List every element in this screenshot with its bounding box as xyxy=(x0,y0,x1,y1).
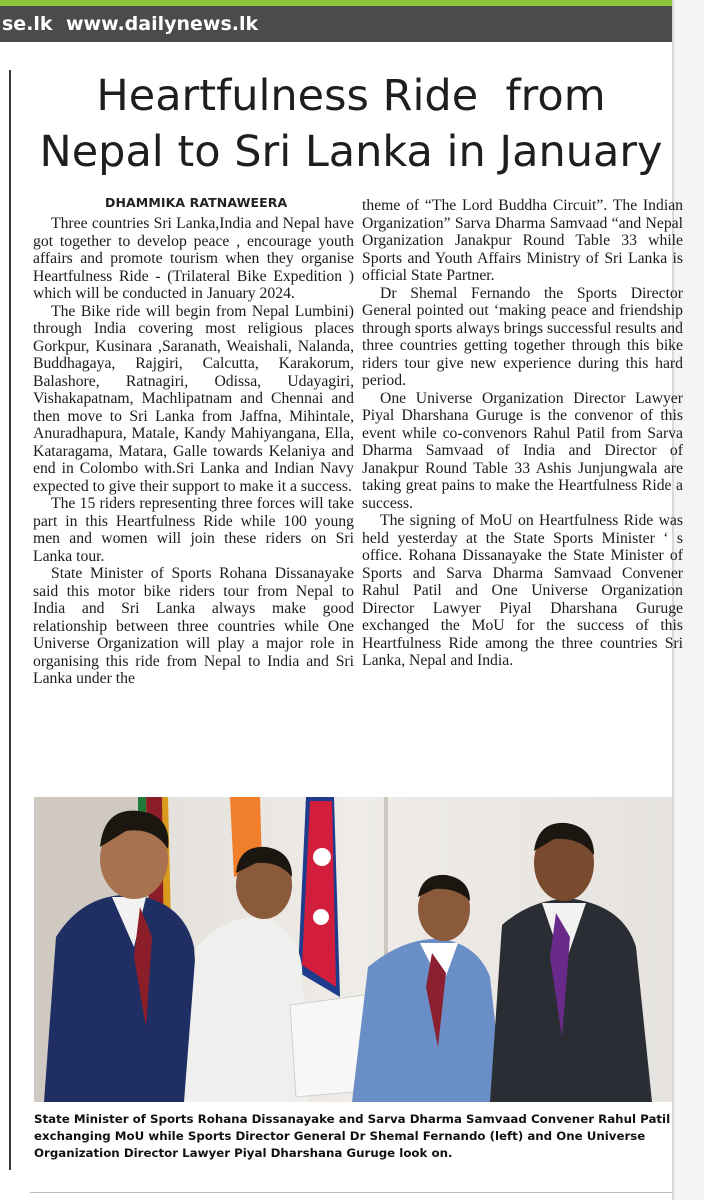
byline: DHAMMIKA RATNAWEERA xyxy=(105,195,288,210)
paragraph: State Minister of Sports Rohana Dissanayake said this motor bike riders tour from Nepal to India and Sri Lanka always make good relationship between three countries while One Universe Organization will play a major role in organising this ride from Nepal to India and Sri Lanka under the xyxy=(33,565,354,687)
paragraph: The signing of MoU on Heartfulness Ride was held yesterday at the State Sports Minister ‘ s office. Rohana Dissanayake the State Minister of Sports and Sarva Dharma Samvaad Convener Rahul Patil and One Universe Organization Director Lawyer Piyal Dharshana Guruge exchanged the MoU for the success of this Heartfulness Ride among the three countries Sri Lanka, Nepal and India. xyxy=(362,512,683,669)
bottom-rule xyxy=(30,1192,672,1193)
headline-line-1: Heartfulness Ride from xyxy=(96,71,606,121)
article-headline xyxy=(30,68,672,180)
photo-illustration xyxy=(34,797,672,1102)
paragraph: The 15 riders representing three forces will take part in this Heartfulness Ride while 100 young men and women will join these riders on Sri Lanka tour. xyxy=(33,495,354,565)
photo-caption: State Minister of Sports Rohana Dissanayake and Sarva Dharma Samvaad Convener Rahul Patil exchanging MoU while Sports Director General Dr Shemal Fernando (left) and One Universe Organization Director Lawyer Piyal Dharshana Guruge look on. xyxy=(34,1112,671,1160)
paragraph-continued: theme of “The Lord Buddha Circuit”. The Indian Organization” Sarva Dharma Samvaad “and Nepal Organization Janakpur Round Table 33 while Sports and Youth Affairs Ministry of Sri Lanka is official State Partner. xyxy=(362,197,683,284)
article-column-1 xyxy=(33,215,354,688)
article-column-2 xyxy=(362,197,683,670)
paragraph: Dr Shemal Fernando the Sports Director General pointed out ‘making peace and friendship through sports always brings successful results and three countries getting together through this bike riders tour give new experience during this hard period. xyxy=(362,284,683,389)
site-header-bar xyxy=(0,6,672,42)
news-photo xyxy=(34,797,672,1102)
paragraph: One Universe Organization Director Lawyer Piyal Dharshana Guruge is the convenor of this event while co-convenors Rahul Patil from Sarva Dharma Samvaad of India and Director of Janakpur Round Table 33 Ashis Junjungwala are taking great pains to make the Heartfulness Ride a success. xyxy=(362,389,683,512)
site-domain: www.dailynews.lk xyxy=(66,13,259,35)
paragraph: The Bike ride will begin from Nepal Lumbini) through India covering most religious places Gorkpur, Kusinara ,Saranath, Weaishali, Nalanda, Buddhagaya, Rajgiri, Calcutta, Karakorum, Balashore, Ratnagiri, Odissa, Udayagiri, Vishakapatnam, Machlipatnam and Chennai and then move to Sri Lanka from Jaffna, Mihintale, Anuradhapura, Matale, Kandy Mahiyangana, Ella, Kataragama, Matara, Galle towards Kelaniya and end in Colombo with.Sri Lanka and Indian Navy expected to give their support to make it a success. xyxy=(33,302,354,495)
paragraph: Three countries Sri Lanka,India and Nepal have got together to develop peace , encourage youth affairs and promote tourism when they organise Heartfulness Ride - (Trilateral Bike Expedition ) which will be conducted in January 2024. xyxy=(33,215,354,302)
headline-line-2: Nepal to Sri Lanka in January xyxy=(39,127,663,177)
domain-fragment: se.lk xyxy=(2,13,53,35)
left-column-rule xyxy=(9,70,11,1170)
